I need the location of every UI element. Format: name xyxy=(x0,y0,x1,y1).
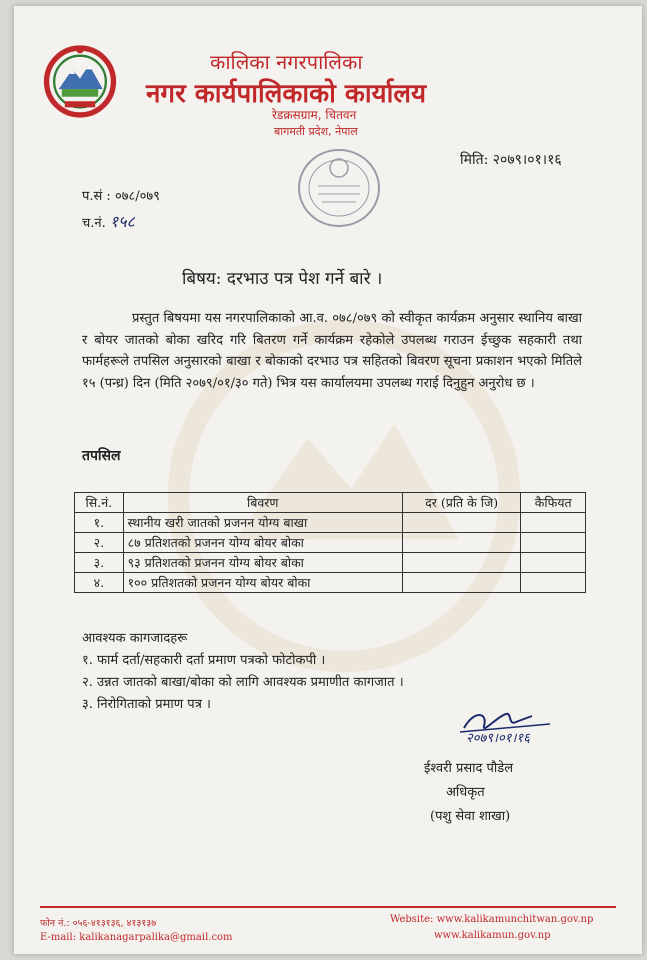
footer-divider xyxy=(40,906,616,908)
date-label: मिति: xyxy=(460,152,489,168)
col-header-description: बिवरण xyxy=(123,493,402,513)
signatory-name: ईश्वरी प्रसाद पौडेल xyxy=(424,761,514,776)
table-row xyxy=(75,513,586,533)
col-header-sn: सि.नं. xyxy=(75,493,124,513)
cell-remarks xyxy=(521,533,586,553)
document-page xyxy=(14,6,642,954)
col-header-remarks: कैफियत xyxy=(521,493,586,513)
cell-sn: ३. xyxy=(75,553,124,573)
nepal-emblem-logo-icon xyxy=(42,42,118,118)
footer-email: E-mail: kalikanagarpalika@gmail.com xyxy=(40,932,233,943)
required-document-item: २. उन्नत जातको बाखा/बोका को लागि आवश्यक प्रमाणीत कागजात । xyxy=(82,675,404,690)
cell-description: स्थानीय खरी जातको प्रजनन योग्य बाखा xyxy=(123,513,402,533)
col-header-rate: दर (प्रति के जि) xyxy=(402,493,521,513)
letter-body-text: प्रस्तुत बिषयमा यस नगरपालिकाको आ.व. ०७८/०७९ को स्वीकृत कार्यक्रम अनुसार स्थानिय बाखा र बोयर जातको बोका खरिद गरि बितरण गर्ने कार्यक्रम रहेकोले उपलब्ध गराउन ईच्छुक सहकारी तथा फार्महरूले तपसिल अनुसारको बाखा र बोकाको दरभाउ पत्र सहितको बिवरण सूचना प्रकाशन भएको मितिले १५ (पन्ध्र) दिन (मिति २०७९/०१/३० गते) भित्र यस कार्यालयमा उपलब्ध गराई दिनुहुन अनुरोध छ । xyxy=(82,311,582,391)
rates-table xyxy=(74,492,586,593)
cell-rate xyxy=(402,533,521,553)
address-line-2: बागमती प्रदेश, नेपाल xyxy=(274,125,358,138)
footer-website: Website: www.kalikamunchitwan.gov.np xyxy=(390,914,594,925)
required-document-item: ३. निरोगिताको प्रमाण पत्र । xyxy=(82,697,211,712)
dispatch-number xyxy=(82,210,135,232)
cell-sn: २. xyxy=(75,533,124,553)
tapasil-heading: तपसिल xyxy=(82,448,121,464)
table-header-row xyxy=(75,493,586,513)
cell-remarks xyxy=(521,553,586,573)
cell-rate xyxy=(402,573,521,593)
dispatch-label: च.नं. xyxy=(82,216,106,231)
cell-sn: १. xyxy=(75,513,124,533)
ref-label: प.सं : xyxy=(82,189,111,204)
signature-date: २०७९।०१।१६ xyxy=(466,731,530,746)
cell-rate xyxy=(402,513,521,533)
letter-subject: बिषय: दरभाउ पत्र पेश गर्ने बारे । xyxy=(182,269,383,289)
dispatch-value: १५८ xyxy=(109,212,135,231)
cell-description: ८७ प्रतिशतको प्रजनन योग्य बोयर बोका xyxy=(123,533,402,553)
table-row xyxy=(75,573,586,593)
cell-remarks xyxy=(521,513,586,533)
reference-number xyxy=(82,186,160,204)
date-value: २०७९।०१।१६ xyxy=(492,152,562,168)
signatory-department: (पशु सेवा शाखा) xyxy=(430,809,511,824)
cell-remarks xyxy=(521,573,586,593)
office-stamp-icon xyxy=(294,144,384,232)
letter-date xyxy=(460,150,562,169)
cell-rate xyxy=(402,553,521,573)
table-row xyxy=(75,553,586,573)
cell-description: १०० प्रतिशतको प्रजनन योग्य बोयर बोका xyxy=(123,573,402,593)
ref-value: ०७८/०७९ xyxy=(114,189,160,204)
cell-sn: ४. xyxy=(75,573,124,593)
office-name: नगर कार्यपालिकाको कार्यालय xyxy=(146,79,427,109)
signatory-title: अधिकृत xyxy=(446,785,485,800)
footer-phone: फोन नं.: ०५६-४१३१३६, ४१३१३७ xyxy=(40,918,157,929)
table-row xyxy=(75,533,586,553)
letter-body xyxy=(82,308,582,394)
required-documents-heading: आवश्यक कागजादहरू xyxy=(82,631,188,646)
required-document-item: १. फार्म दर्ता/सहकारी दर्ता प्रमाण पत्रको फोटोकपी । xyxy=(82,653,326,668)
cell-description: ९३ प्रतिशतको प्रजनन योग्य बोयर बोका xyxy=(123,553,402,573)
municipality-name: कालिका नगरपालिका xyxy=(210,50,363,74)
address-line-1: रेडक्रसग्राम, चितवन xyxy=(272,108,357,122)
footer-website-alt: www.kalikamun.gov.np xyxy=(434,930,551,941)
